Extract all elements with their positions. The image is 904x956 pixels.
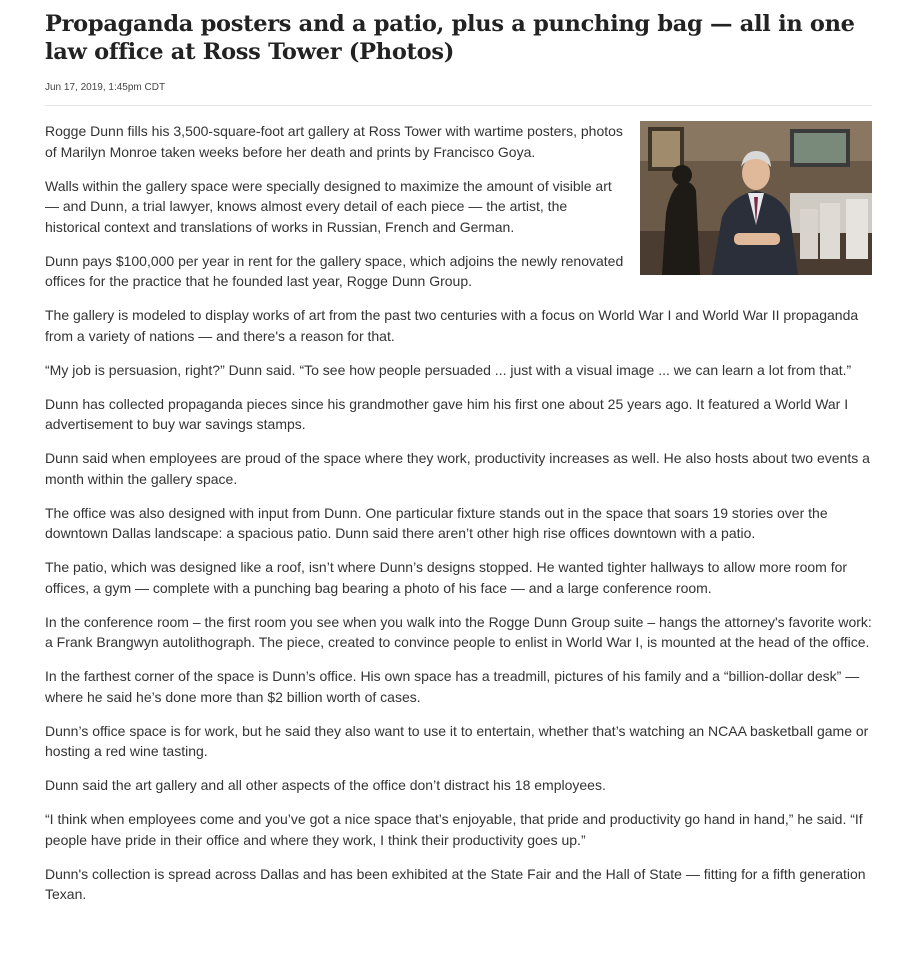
article-paragraph: Dunn’s office space is for work, but he said they also want to use it to entertain, whether that’s watching an NCAA basketball game or hosting a red wine tasting.: [45, 722, 869, 759]
article-photo[interactable]: [640, 121, 872, 275]
article-paragraph: Dunn pays $100,000 per year in rent for the gallery space, which adjoins the newly renovated offices for the practice that he founded last year, Rogge Dunn Group.: [45, 252, 624, 289]
header-divider: [45, 105, 872, 106]
article-dateline: Jun 17, 2019, 1:45pm CDT: [45, 82, 166, 93]
article-paragraph: Dunn has collected propaganda pieces since his grandmother gave him his first one about 25 years ago. It featured a World War I advertisement to buy war savings stamps.: [45, 395, 849, 432]
article-paragraph: Rogge Dunn fills his 3,500-square-foot art gallery at Ross Tower with wartime posters, photos of Marilyn Monroe taken weeks before her death and prints by Francisco Goya.: [45, 123, 623, 160]
article-paragraph: “I think when employees come and you’ve got a nice space that’s enjoyable, that pride and productivity go hand in hand,” he said. “If people have pride in their office and where they work, I think their productivity goes up.”: [45, 811, 863, 848]
article-paragraph: In the farthest corner of the space is Dunn’s office. His own space has a treadmill, pictures of his family and a “billion-dollar desk” — where he said he’s done more than $2 billion worth of cases.: [45, 668, 860, 705]
article-paragraph: The gallery is modeled to display works of art from the past two centuries with a focus on World War I and World War II propaganda from a variety of nations — and there's a reason for that.: [45, 307, 859, 344]
article-paragraph: The office was also designed with input from Dunn. One particular fixture stands out in the space that soars 19 stories over the downtown Dallas landscape: a spacious patio. Dunn said there aren’t other high rise offices downtown with a patio.: [45, 504, 828, 541]
article-paragraph: Dunn said when employees are proud of the space where they work, productivity increases as well. He also hosts about two events a month within the gallery space.: [45, 450, 870, 487]
photo-illustration: [640, 121, 872, 275]
article-paragraph: The patio, which was designed like a roof, isn’t where Dunn’s designs stopped. He wanted tighter hallways to allow more room for offices, a gym — complete with a punching bag bearing a photo of his face — and a large conference room.: [45, 559, 848, 596]
article-paragraph: Walls within the gallery space were specially designed to maximize the amount of visible art — and Dunn, a trial lawyer, knows almost every detail of each piece — the artist, the historical context and translations of works in Russian, French and German.: [45, 177, 612, 235]
article-paragraph: In the conference room – the first room you see when you walk into the Rogge Dunn Group suite – hangs the attorney's favorite work: a Frank Brangwyn autolithograph. The piece, created to convince people to enlist in World War I, is mounted at the head of the office.: [45, 613, 872, 650]
article-paragraph: Dunn's collection is spread across Dallas and has been exhibited at the State Fair and the Hall of State — fitting for a fifth generation Texan.: [45, 865, 866, 902]
article-headline: Propaganda posters and a patio, plus a punching bag — all in one law office at Ross Tower (Photos): [45, 11, 855, 65]
article-paragraph: “My job is persuasion, right?” Dunn said. “To see how people persuaded ... just with a visual image ... we can learn a lot from that.”: [45, 361, 852, 378]
article-body: [45, 121, 872, 918]
article-paragraph: Dunn said the art gallery and all other aspects of the office don’t distract his 18 employees.: [45, 777, 606, 793]
